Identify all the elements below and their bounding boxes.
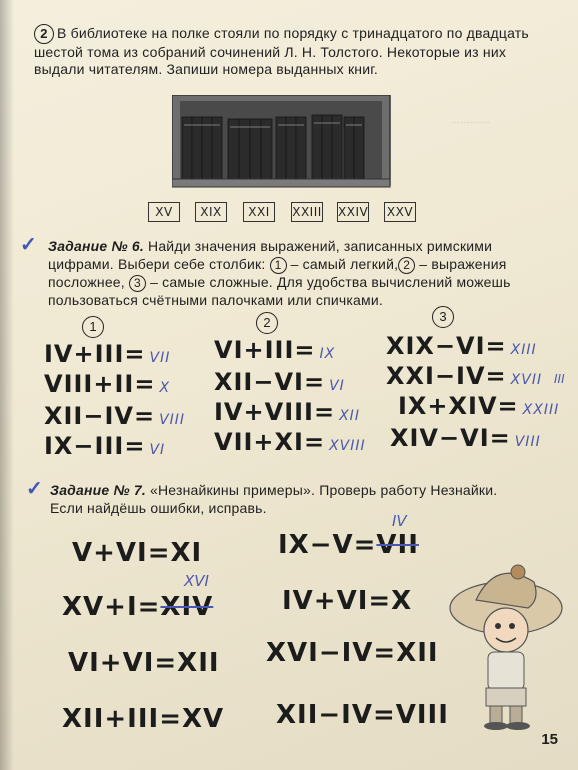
task7-left-r4: XII+III=XV [62,704,225,734]
answer-box-6: XXV [384,202,416,222]
task6-c3-r3: IX+XIV= XXIII [398,392,560,420]
task7-right-r2: IV+VI=X [282,586,413,616]
task7-line2: Если найдёшь ошибки, исправь. [50,500,267,516]
neznaika-illustration [448,560,573,730]
task7-left-r2-fix: XVI [184,572,209,590]
task6-c2-r2: XII−VI= VI [214,368,345,396]
answer-box-3: XXI [243,202,275,222]
task7-right-r1: IX−V=VII [278,530,419,560]
hardest-circle: 3 [129,275,146,292]
task7-line1: Задание № 7. «Незнайкины примеры». Проверь работу Незнайки. [50,482,498,498]
task7-left-r1: V+VI=XI [72,538,203,568]
harder-circle: 2 [398,257,415,274]
task7-left-r2: XV+I=XIV [62,592,214,622]
bleed-through: ………… [450,115,490,126]
task7-left-r3: VI+VI=XII [68,648,220,678]
task6-line4: пользоваться счётными палочками или спичками. [48,292,383,308]
task6-line3: посложнее, 3 – самые сложные. Для удобства вычислений можешь [48,274,511,290]
task6-c2-r4: VII+XI= XVIII [214,428,366,456]
task6-c1-r1: IV+III= VII [44,340,171,368]
extra-handwritten-mark: III [554,372,565,386]
task7-right-r3: XVI−IV=XII [266,638,439,668]
answer-box-1: XV [148,202,180,222]
task2-number: 2 [34,24,54,44]
task7-right-r1-fix: IV [392,512,407,530]
task6-c3-r2: XXI−IV= XVII [386,362,543,390]
task6-c3-r4: XIV−VI= VIII [390,424,541,452]
task6-c2-r3: IV+VIII= XII [214,398,360,426]
page-number: 15 [541,731,558,748]
answer-box-4: XXIII [291,202,323,222]
column-2-label: 2 [256,312,278,334]
task7-right-r4: XII−IV=VIII [276,700,449,730]
task2-text: 2 В библиотеке на полке стояли по порядку с тринадцатого по двадцать шестой тома из собраний сочинений Л. Н. Толстого. Некоторые из них выдали читателям. Запиши номера выданных книг. [34,25,529,77]
task6-c1-r2: VIII+II= X [44,370,171,398]
answer-box-2: XIX [195,202,227,222]
task6-c1-r3: XII−IV= VIII [44,402,186,430]
column-3-label: 3 [432,306,454,328]
task6-c2-r1: VI+III= IX [214,336,336,364]
easy-circle: 1 [270,257,287,274]
task6-line1: Задание № 6. Найди значения выражений, записанных римскими [48,238,493,254]
task6-checkmark-icon: ✓ [20,234,37,256]
bookshelf-illustration [172,95,392,190]
column-1-label: 1 [82,316,104,338]
task6-c1-r4: IX−III= VI [44,432,166,460]
answer-box-5: XXIV [337,202,369,222]
task7-checkmark-icon: ✓ [26,478,43,500]
task6-c3-r1: XIX−VI= XIII [386,332,537,360]
task6-line2: цифрами. Выбери себе столбик: 1 – самый легкий, 2 – выражения [48,256,507,272]
page-fold-shadow [0,0,14,770]
